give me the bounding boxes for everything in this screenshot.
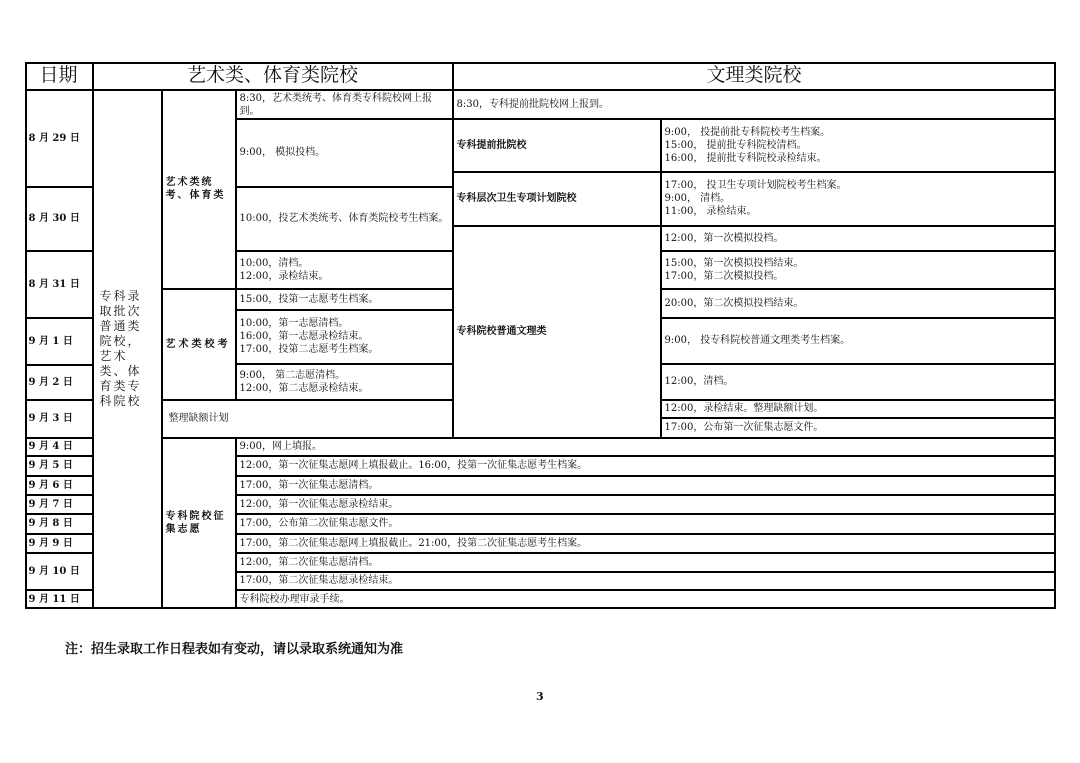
zhengji-event: 12:00，第一次征集志愿录检结束。	[236, 495, 1056, 514]
wenli-event: 12:00，第一次模拟投档。	[661, 226, 1056, 251]
wenli-group-advance: 专科提前批院校	[453, 119, 661, 172]
vacancy-plan: 整理缺额计划	[162, 400, 453, 438]
date-cell: 9 月 4 日	[25, 438, 93, 456]
wenli-group-health: 专科层次卫生专项计划院校	[453, 172, 661, 226]
wenli-event: 17:00， 投卫生专项计划院校考生档案。 9:00， 清档。 11:00， 录检结束。	[661, 172, 1056, 226]
art-event: 9:00， 第二志愿清档。 12:00，第二志愿录检结束。	[236, 364, 453, 400]
page-number: 3	[536, 690, 544, 703]
header-date: 日期	[25, 62, 93, 90]
wenli-event: 20:00，第二次模拟投档结束。	[661, 289, 1056, 318]
date-cell: 8 月 29 日	[25, 90, 93, 187]
zhengji-event: 专科院校办理审录手续。	[236, 590, 1056, 609]
art-group-unified: 艺术类统考、体育类	[162, 90, 236, 289]
zhengji-event: 9:00，网上填报。	[236, 438, 1056, 456]
wenli-event: 17:00，公布第一次征集志愿文件。	[661, 418, 1056, 438]
date-cell: 9 月 10 日	[25, 553, 93, 590]
date-cell: 9 月 6 日	[25, 476, 93, 495]
date-cell: 9 月 9 日	[25, 534, 93, 553]
art-event: 15:00，投第一志愿考生档案。	[236, 289, 453, 310]
date-cell: 8 月 31 日	[25, 251, 93, 318]
wenli-event: 12:00，录检结束。整理缺额计划。	[661, 400, 1056, 418]
footnote: 注：招生录取工作日程表如有变动，请以录取系统通知为准	[65, 642, 404, 657]
art-event: 10:00，第一志愿清档。 16:00，第一志愿录检结束。 17:00，投第二志愿考生档案。	[236, 310, 453, 364]
art-group-school-exam: 艺术类校考	[162, 289, 236, 400]
wenli-event: 12:00，清档。	[661, 364, 1056, 400]
wenli-event: 8:30，专科提前批院校网上报到。	[453, 90, 1056, 119]
art-event: 10:00，投艺术类统考、体育类院校考生档案。	[236, 187, 453, 251]
date-cell: 9 月 5 日	[25, 456, 93, 476]
zhengji-group: 专科院校征集志愿	[162, 438, 236, 609]
wenli-event: 9:00， 投专科院校普通文理类考生档案。	[661, 318, 1056, 364]
zhengji-event: 17:00，第一次征集志愿清档。	[236, 476, 1056, 495]
art-event: 8:30，艺术类统考、体育类专科院校网上报到。	[236, 90, 453, 119]
date-cell: 9 月 1 日	[25, 318, 93, 365]
art-event: 9:00， 模拟投档。	[236, 119, 453, 187]
header-wenli: 文理类院校	[453, 62, 1056, 90]
zhengji-event: 12:00，第二次征集志愿清档。	[236, 553, 1056, 572]
date-cell: 8 月 30 日	[25, 187, 93, 251]
wenli-group-general: 专科院校普通文理类	[453, 226, 661, 438]
zhengji-event: 12:00，第一次征集志愿网上填报截止。16:00，投第一次征集志愿考生档案。	[236, 456, 1056, 476]
wenli-event: 15:00，第一次模拟投档结束。 17:00，第二次模拟投档。	[661, 251, 1056, 289]
date-cell: 9 月 11 日	[25, 590, 93, 609]
wenli-event: 9:00， 投提前批专科院校考生档案。 15:00， 提前批专科院校清档。 16:00， 提前批专科院校录检结束。	[661, 119, 1056, 172]
zhengji-event: 17:00，第二次征集志愿录检结束。	[236, 572, 1056, 590]
date-cell: 9 月 3 日	[25, 400, 93, 438]
zhengji-event: 17:00，公布第二次征集志愿文件。	[236, 514, 1056, 534]
date-cell: 9 月 7 日	[25, 495, 93, 514]
batch-label: 专科录取批次普通类院校，艺术类、体育类专科院校	[93, 90, 162, 609]
header-art-sports: 艺术类、体育类院校	[93, 62, 453, 90]
zhengji-event: 17:00，第二次征集志愿网上填报截止。21:00，投第二次征集志愿考生档案。	[236, 534, 1056, 553]
art-event: 10:00，清档。 12:00，录检结束。	[236, 251, 453, 289]
date-cell: 9 月 8 日	[25, 514, 93, 534]
date-cell: 9 月 2 日	[25, 365, 93, 400]
